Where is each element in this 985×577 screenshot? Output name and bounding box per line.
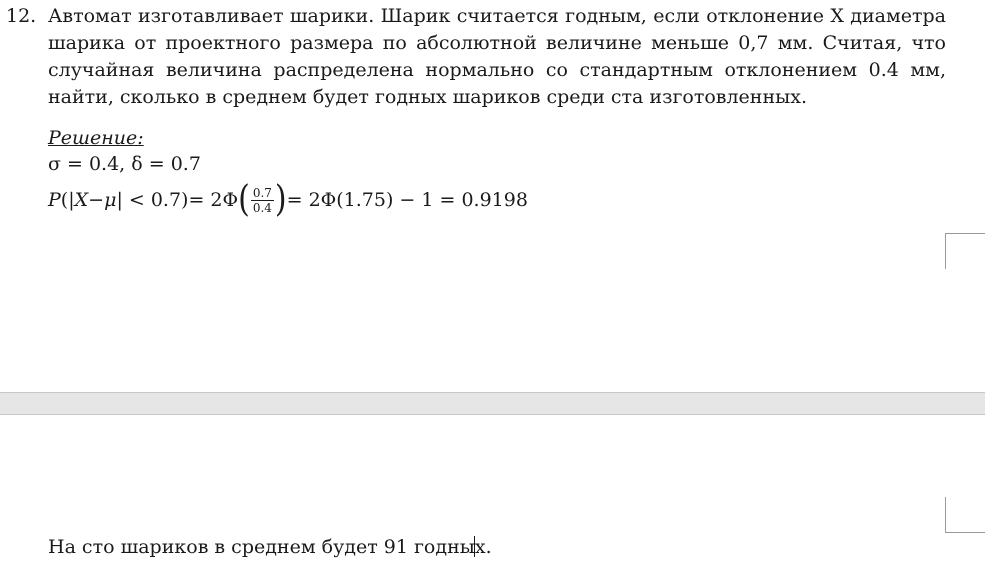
solution-label: Решение: <box>48 127 144 149</box>
formula-close: | < 0.7) <box>116 189 189 211</box>
formula-eq1: = 2Φ <box>188 189 239 211</box>
fraction <box>251 186 274 215</box>
problem-number: 12. <box>6 5 37 27</box>
left-paren: ( <box>238 178 250 221</box>
probability-formula <box>48 178 528 222</box>
page-break-gap <box>0 392 985 415</box>
formula-open: (| <box>60 189 75 211</box>
formula-mu: μ <box>104 189 117 211</box>
problem-text: Автомат изготавливает шарики. Шарик считается годным, если отклонение X диаметра шарика от проектного размера по абсолютной величине меньше 0,7 мм. Считая, что случайная величина распределена нормально со стандартным отклонением 0.4 мм, найти, сколько в среднем будет годных шариков среди ста изготовленных. <box>48 5 946 108</box>
formula-minus: − <box>88 189 105 211</box>
answer-text-part2: х. <box>474 536 492 558</box>
formula-rhs: = 2Φ(1.75) − 1 = 0.9198 <box>286 189 528 211</box>
page-corner-mark-top <box>945 233 985 269</box>
formula-p: P <box>48 189 61 211</box>
answer-text-part1: На сто шариков в среднем будет 91 годны <box>48 536 475 558</box>
given-values: σ = 0.4, δ = 0.7 <box>48 153 201 175</box>
formula-x: X <box>74 189 89 211</box>
page-corner-mark-bottom <box>945 497 985 533</box>
fraction-numerator: 0.7 <box>252 185 272 200</box>
answer-text[interactable] <box>48 534 492 560</box>
fraction-denominator: 0.4 <box>252 200 272 215</box>
right-paren: ) <box>274 178 287 221</box>
